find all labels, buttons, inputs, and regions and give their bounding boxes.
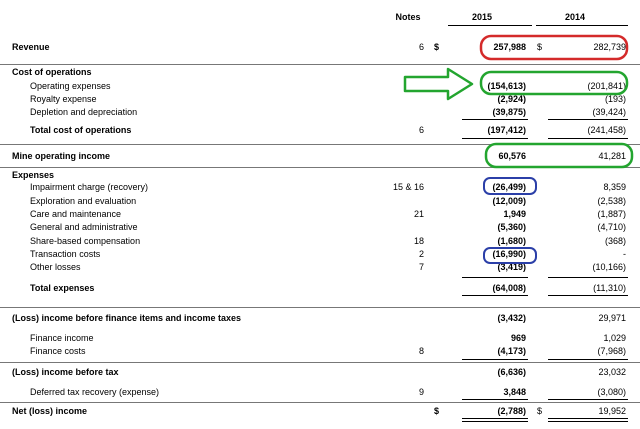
row-note: 9 <box>418 387 424 397</box>
total-line-2015 <box>462 399 528 400</box>
row-value-2015: (26,499) <box>492 182 526 192</box>
row-label: Royalty expense <box>30 94 97 104</box>
total-line-2014 <box>548 418 628 422</box>
row-value-2014: (10,166) <box>592 262 626 272</box>
row-value-2014: 282,739 <box>593 42 626 52</box>
row-note: 8 <box>418 346 424 356</box>
row-value-2015: 1,949 <box>503 209 526 219</box>
row-note: 21 <box>413 209 424 219</box>
row-label: Total expenses <box>30 283 95 293</box>
separator <box>0 307 640 308</box>
row-value-2015: (154,613) <box>487 81 526 91</box>
row-value-2014: (3,080) <box>597 387 626 397</box>
row-label: Impairment charge (recovery) <box>30 182 149 192</box>
row-value-2014: (201,841) <box>587 81 626 91</box>
row-label: Deferred tax recovery (expense) <box>30 387 160 397</box>
total-line-2014 <box>548 359 628 360</box>
row-label: Cost of operations <box>12 67 92 77</box>
row-value-2014: (368) <box>604 236 626 246</box>
header-notes: Notes <box>395 12 421 22</box>
row-value-2015: (16,990) <box>492 249 526 259</box>
row-note: 7 <box>418 262 424 272</box>
total-line-2015 <box>462 359 528 360</box>
row-label: Revenue <box>12 42 50 52</box>
row-value-2014: - <box>623 249 626 259</box>
separator <box>0 402 640 403</box>
row-value-2015: (64,008) <box>492 283 526 293</box>
total-line-2014 <box>548 138 628 139</box>
row-value-2014: 1,029 <box>603 333 626 343</box>
row-label: Share-based compensation <box>30 236 141 246</box>
row-currency-2015: $ <box>434 406 440 416</box>
separator <box>0 362 640 363</box>
row-value-2014: (11,310) <box>593 283 626 293</box>
header-underline-2014 <box>536 25 628 26</box>
row-value-2015: (12,009) <box>492 196 526 206</box>
total-line-2015 <box>462 138 528 139</box>
header-underline-2015 <box>448 25 532 26</box>
row-value-2014: (241,458) <box>587 125 626 135</box>
row-value-2015: (197,412) <box>487 125 526 135</box>
total-line-2015 <box>462 277 528 278</box>
row-note: 6 <box>418 42 424 52</box>
separator <box>0 144 640 145</box>
row-value-2015: 3,848 <box>503 387 526 397</box>
row-value-2014: (1,887) <box>597 209 626 219</box>
row-label: (Loss) income before tax <box>12 367 119 377</box>
row-value-2014: (4,710) <box>597 222 626 232</box>
row-note: 15 & 16 <box>392 182 424 192</box>
row-currency-2014: $ <box>537 406 543 416</box>
row-label: Operating expenses <box>30 81 111 91</box>
row-label: General and administrative <box>30 222 138 232</box>
row-value-2015: (4,173) <box>497 346 526 356</box>
total-line-2014 <box>548 119 628 120</box>
header-2014: 2014 <box>564 12 586 22</box>
total-line-2014 <box>548 277 628 278</box>
total-line-2015 <box>462 295 528 296</box>
total-line-2014 <box>548 295 628 296</box>
total-line-2014 <box>548 399 628 400</box>
row-value-2015: (5,360) <box>497 222 526 232</box>
row-value-2014: 19,952 <box>598 406 626 416</box>
total-line-2015 <box>462 418 528 422</box>
row-note: 2 <box>418 249 424 259</box>
row-value-2014: 8,359 <box>603 182 626 192</box>
total-line-2015 <box>462 119 528 120</box>
row-value-2015: 60,576 <box>498 151 526 161</box>
row-value-2015: (39,875) <box>492 107 526 117</box>
separator <box>0 167 640 168</box>
row-value-2015: (1,680) <box>497 236 526 246</box>
row-currency-2014: $ <box>537 42 543 52</box>
row-value-2015: (2,788) <box>497 406 526 416</box>
row-label: Finance income <box>30 333 94 343</box>
row-label: Net (loss) income <box>12 406 88 416</box>
row-label: Depletion and depreciation <box>30 107 138 117</box>
row-value-2014: (39,424) <box>592 107 626 117</box>
row-label: Expenses <box>12 170 55 180</box>
row-note: 18 <box>413 236 424 246</box>
row-value-2015: (3,432) <box>497 313 526 323</box>
row-value-2014: 29,971 <box>598 313 626 323</box>
row-label: Total cost of operations <box>30 125 132 135</box>
row-label: Finance costs <box>30 346 86 356</box>
header-2015: 2015 <box>471 12 493 22</box>
separator <box>0 64 640 65</box>
row-value-2014: (193) <box>604 94 626 104</box>
row-label: Other losses <box>30 262 81 272</box>
row-value-2015: (3,419) <box>497 262 526 272</box>
row-value-2014: 41,281 <box>598 151 626 161</box>
row-value-2015: (2,924) <box>497 94 526 104</box>
row-label: Transaction costs <box>30 249 101 259</box>
row-value-2015: (6,636) <box>497 367 526 377</box>
row-value-2015: 257,988 <box>493 42 526 52</box>
row-note: 6 <box>418 125 424 135</box>
row-value-2015: 969 <box>510 333 526 343</box>
row-currency-2015: $ <box>434 42 440 52</box>
row-value-2014: 23,032 <box>598 367 626 377</box>
row-value-2014: (2,538) <box>597 196 626 206</box>
row-label: Exploration and evaluation <box>30 196 137 206</box>
row-label: Mine operating income <box>12 151 111 161</box>
row-value-2014: (7,968) <box>597 346 626 356</box>
row-label: Care and maintenance <box>30 209 122 219</box>
row-label: (Loss) income before finance items and income taxes <box>12 313 242 323</box>
